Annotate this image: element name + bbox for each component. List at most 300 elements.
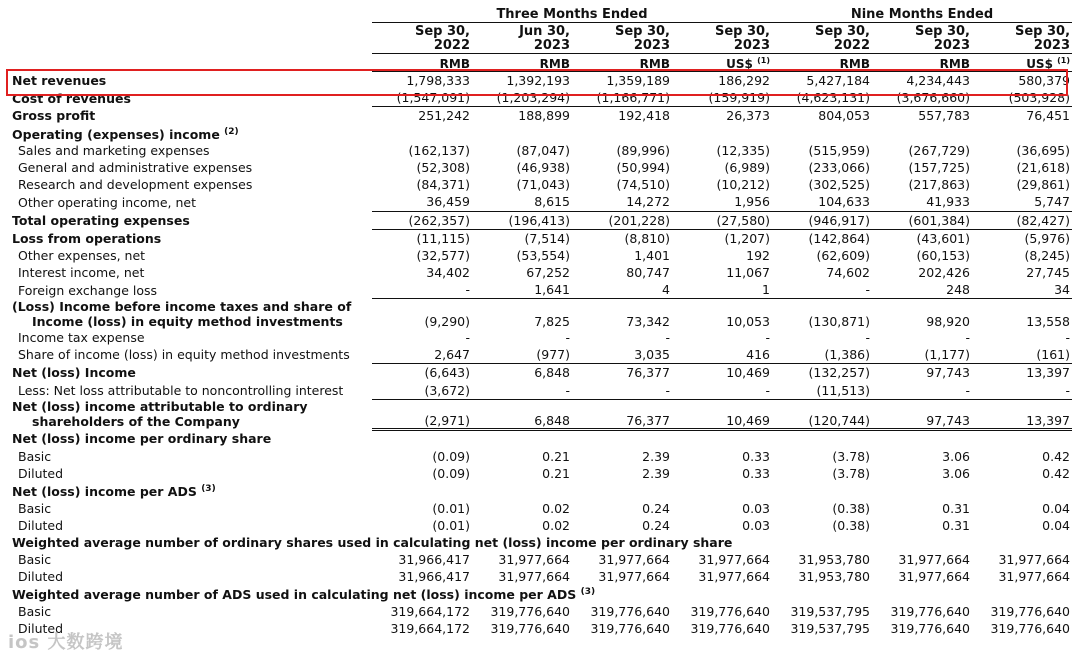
- value-cell: 1,401: [634, 247, 670, 263]
- row-label: [10, 429, 372, 448]
- table-row: [10, 534, 1072, 551]
- value-cell: 73,342: [626, 313, 670, 329]
- row-label-text: Other expenses, net: [18, 247, 146, 263]
- value-cell: (11,115): [416, 230, 470, 246]
- row-label-text: Cost of revenues: [12, 90, 131, 106]
- value-cell: 27,745: [1026, 265, 1071, 281]
- column-date-header: [872, 23, 972, 54]
- row-label: [10, 125, 372, 142]
- value-cell: (7,514): [524, 230, 570, 246]
- table-row: [10, 429, 1072, 448]
- row-label: [10, 159, 372, 176]
- value-cell: (0.38): [832, 500, 870, 516]
- column-currency-header: [572, 54, 672, 72]
- row-label-text: Gross profit: [12, 108, 96, 124]
- value-cell: [572, 482, 672, 499]
- row-label: [10, 299, 372, 329]
- row-label-text: Less: Net loss attributable to noncontrolling interest: [18, 382, 344, 398]
- value-cell: (32,577): [416, 247, 470, 263]
- value-cell: [572, 429, 672, 448]
- value-cell: 80,747: [626, 265, 670, 281]
- currency-label: RMB: [839, 57, 870, 71]
- table-row: [10, 382, 1072, 400]
- value-cell: (0.38): [832, 517, 870, 533]
- row-label-text: Interest income, net: [18, 265, 145, 281]
- row-label: [10, 448, 372, 465]
- table-row: [10, 346, 1072, 364]
- value-cell: (5,976): [1024, 230, 1071, 246]
- value-cell: 804,053: [818, 108, 870, 124]
- value-cell: (1,547,091): [372, 89, 472, 107]
- value-cell: (60,153): [916, 247, 970, 263]
- column-date-label: Jun 30,: [519, 24, 570, 39]
- value-cell: 31,977,664: [498, 552, 570, 568]
- column-year-label: 2023: [633, 38, 670, 53]
- column-currency-header: [872, 54, 972, 72]
- value-cell: [972, 429, 1072, 448]
- row-label: [10, 72, 372, 90]
- row-label-text: Basic: [18, 448, 52, 464]
- value-cell: 2.39: [642, 448, 670, 464]
- value-cell: 7,825: [534, 313, 570, 329]
- column-currency-header: [472, 54, 572, 72]
- value-cell: 13,558: [1026, 313, 1071, 329]
- value-cell: 3.06: [942, 448, 970, 464]
- value-cell: 0.03: [742, 517, 770, 533]
- column-date-header: [972, 23, 1072, 54]
- value-cell: 319,776,640: [890, 620, 970, 636]
- column-date-header: [372, 23, 472, 54]
- value-cell: (3,676,660): [872, 89, 972, 107]
- currency-label: RMB: [539, 57, 570, 71]
- value-cell: 97,743: [926, 365, 970, 381]
- column-year-label: 2023: [933, 38, 970, 53]
- value-cell: (9,290): [424, 313, 470, 329]
- value-cell: 0.21: [542, 466, 570, 482]
- value-cell: 0.33: [742, 448, 770, 464]
- value-cell: (87,047): [516, 142, 570, 158]
- row-label-text: Total operating expenses: [12, 212, 190, 228]
- value-cell: 76,377: [626, 365, 670, 381]
- row-label-text: (Loss) Income before income taxes and share of: [12, 298, 352, 314]
- value-cell: (27,580): [672, 211, 772, 229]
- value-cell: [672, 429, 772, 448]
- value-cell: 6,848: [534, 365, 570, 381]
- value-cell: 2.39: [642, 466, 670, 482]
- value-cell: (62,609): [816, 247, 870, 263]
- row-label-text: Operating (expenses) income: [12, 126, 220, 142]
- value-cell: [872, 125, 972, 142]
- row-label: [10, 382, 372, 400]
- value-cell: 36,459: [372, 193, 472, 211]
- value-cell: 31,977,664: [898, 552, 970, 568]
- value-cell: -: [765, 330, 770, 346]
- value-cell: (503,928): [972, 89, 1072, 107]
- value-cell: (132,257): [808, 365, 870, 381]
- table-row: [10, 482, 1072, 499]
- row-label: [10, 193, 372, 211]
- value-cell: 31,977,664: [598, 552, 670, 568]
- value-cell: (29,861): [1016, 177, 1071, 193]
- column-date-label: Sep 30,: [914, 24, 970, 39]
- value-cell: (233,066): [808, 160, 870, 176]
- value-cell: [872, 534, 972, 551]
- value-cell: (21,618): [1016, 160, 1071, 176]
- currency-label: US$: [1026, 57, 1053, 71]
- value-cell: (3.78): [832, 448, 870, 464]
- value-cell: (71,043): [516, 177, 570, 193]
- table-row: [10, 329, 1072, 346]
- table-row: [10, 551, 1072, 568]
- value-cell: [972, 585, 1072, 602]
- row-label: [10, 499, 372, 516]
- value-cell: (0.09): [432, 466, 470, 482]
- row-label: [10, 603, 372, 620]
- value-cell: (142,864): [808, 230, 870, 246]
- row-label-text: Research and development expenses: [18, 177, 253, 193]
- value-cell: (11,513): [772, 382, 872, 400]
- value-cell: (10,212): [716, 177, 770, 193]
- header-spacer: [10, 23, 372, 54]
- row-label: [10, 247, 372, 264]
- table-row: [10, 247, 1072, 264]
- value-cell: 319,776,640: [490, 603, 570, 619]
- value-cell: 319,664,172: [390, 603, 470, 619]
- value-cell: (52,308): [416, 160, 470, 176]
- table-row: [10, 229, 1072, 247]
- value-cell: 1: [672, 281, 772, 299]
- row-label: [10, 229, 372, 247]
- value-cell: 74,602: [826, 265, 870, 281]
- value-cell: [472, 482, 572, 499]
- value-cell: [372, 125, 472, 142]
- value-cell: 1,641: [472, 281, 572, 299]
- value-cell: 319,776,640: [890, 603, 970, 619]
- value-cell: (159,919): [672, 89, 772, 107]
- value-cell: 319,776,640: [590, 620, 670, 636]
- value-cell: 31,977,664: [698, 569, 770, 585]
- table-row: [10, 620, 1072, 637]
- value-cell: -: [472, 382, 572, 400]
- value-cell: -: [372, 281, 472, 299]
- value-cell: [372, 429, 472, 448]
- value-cell: (196,413): [472, 211, 572, 229]
- value-cell: 14,272: [572, 193, 672, 211]
- value-cell: (0.01): [432, 517, 470, 533]
- row-label-text-continued: Income (loss) in equity method investments: [32, 313, 343, 329]
- value-cell: 76,451: [1026, 108, 1071, 124]
- value-cell: 0.31: [942, 500, 970, 516]
- table-row: [10, 159, 1072, 176]
- value-cell: 13,397: [1026, 365, 1071, 381]
- value-cell: 416: [672, 346, 772, 364]
- column-year-label: 2023: [533, 38, 570, 53]
- value-cell: 97,743: [872, 399, 972, 429]
- value-cell: 104,633: [772, 193, 872, 211]
- value-cell: (217,863): [908, 177, 970, 193]
- table-row: [10, 517, 1072, 534]
- value-cell: 186,292: [718, 73, 770, 89]
- column-year-label: 2022: [433, 38, 470, 53]
- table-row: [10, 107, 1072, 125]
- row-label: [10, 264, 372, 281]
- value-cell: (0.09): [432, 448, 470, 464]
- column-date-label: Sep 30,: [1014, 24, 1071, 39]
- footnote-marker: (1): [757, 56, 770, 65]
- table-row: [10, 603, 1072, 620]
- table-row: [10, 281, 1072, 299]
- row-label-text: Diluted: [18, 569, 64, 585]
- row-label-text: Other operating income, net: [18, 194, 196, 210]
- column-currency-header: [972, 54, 1072, 72]
- value-cell: (53,554): [516, 247, 570, 263]
- value-cell: (6,643): [424, 365, 470, 381]
- value-cell: 192,418: [618, 108, 670, 124]
- value-cell: (161): [972, 346, 1072, 364]
- column-year-label: 2023: [1033, 38, 1071, 53]
- value-cell: 1,392,193: [506, 73, 570, 89]
- row-label-text: Sales and marketing expenses: [18, 142, 210, 158]
- column-currency-header: [672, 54, 772, 72]
- value-cell: 0.04: [1042, 517, 1071, 533]
- column-date-header: [572, 23, 672, 54]
- column-date-label: Sep 30,: [814, 24, 870, 39]
- table-row: [10, 364, 1072, 382]
- row-label-text: Basic: [18, 500, 52, 516]
- table-row: [10, 142, 1072, 159]
- row-label: [10, 142, 372, 159]
- value-cell: (12,335): [716, 142, 770, 158]
- footnote-marker: (3): [201, 484, 216, 495]
- value-cell: [672, 585, 772, 602]
- row-label: [10, 551, 372, 568]
- value-cell: 319,537,795: [790, 603, 870, 619]
- value-cell: 1,359,189: [606, 73, 670, 89]
- column-date-header: [672, 23, 772, 54]
- value-cell: 0.02: [542, 517, 570, 533]
- value-cell: 557,783: [918, 108, 970, 124]
- row-label-text: Diluted: [18, 620, 64, 636]
- value-cell: 4,234,443: [906, 73, 970, 89]
- row-label: [10, 465, 372, 482]
- value-cell: 31,953,780: [798, 569, 870, 585]
- value-cell: 188,899: [518, 108, 570, 124]
- value-cell: 0.24: [642, 517, 670, 533]
- value-cell: [872, 429, 972, 448]
- value-cell: -: [965, 330, 970, 346]
- value-cell: -: [972, 382, 1072, 400]
- currency-label: RMB: [639, 57, 670, 71]
- value-cell: -: [665, 330, 670, 346]
- value-cell: (120,744): [772, 399, 872, 429]
- row-label-text: Net (loss) income per ADS: [12, 484, 197, 500]
- value-cell: [772, 482, 872, 499]
- row-label: [10, 399, 372, 429]
- row-label-text: Basic: [18, 603, 52, 619]
- table-header: [10, 8, 1072, 72]
- value-cell: (8,245): [1024, 247, 1071, 263]
- value-cell: 26,373: [726, 108, 770, 124]
- value-cell: (3,672): [372, 382, 472, 400]
- value-cell: 319,776,640: [690, 620, 770, 636]
- value-cell: 0.42: [1042, 466, 1071, 482]
- row-label: [10, 346, 372, 364]
- value-cell: 31,977,664: [898, 569, 970, 585]
- value-cell: [472, 429, 572, 448]
- value-cell: 319,776,640: [990, 603, 1071, 619]
- value-cell: 8,615: [472, 193, 572, 211]
- value-cell: (977): [472, 346, 572, 364]
- value-cell: 319,776,640: [590, 603, 670, 619]
- value-cell: 319,537,795: [790, 620, 870, 636]
- row-label-text: Net (loss) Income: [12, 365, 136, 381]
- value-cell: 41,933: [872, 193, 972, 211]
- value-cell: (302,525): [808, 177, 870, 193]
- value-cell: 248: [872, 281, 972, 299]
- table-row: [10, 465, 1072, 482]
- value-cell: 31,977,664: [998, 569, 1071, 585]
- row-label: [10, 211, 372, 229]
- row-label: [10, 176, 372, 193]
- value-cell: (2,971): [372, 399, 472, 429]
- value-cell: [572, 125, 672, 142]
- column-date-header: [472, 23, 572, 54]
- value-cell: 31,977,664: [598, 569, 670, 585]
- header-spacer: [10, 8, 372, 23]
- table-row: [10, 72, 1072, 90]
- value-cell: 31,977,664: [498, 569, 570, 585]
- value-cell: -: [872, 382, 972, 400]
- value-cell: [772, 534, 872, 551]
- value-cell: (46,938): [516, 160, 570, 176]
- value-cell: 31,966,417: [398, 569, 470, 585]
- value-cell: (82,427): [972, 211, 1072, 229]
- value-cell: (8,810): [624, 230, 670, 246]
- value-cell: -: [1065, 330, 1071, 346]
- value-cell: 0.24: [642, 500, 670, 516]
- value-cell: 31,953,780: [798, 552, 870, 568]
- table-row: [10, 568, 1072, 585]
- value-cell: 10,469: [672, 399, 772, 429]
- value-cell: 0.33: [742, 466, 770, 482]
- value-cell: -: [672, 382, 772, 400]
- row-label-text: Weighted average number of ADS used in calculating net (loss) income per ADS: [12, 587, 577, 603]
- value-cell: (1,386): [772, 346, 872, 364]
- value-cell: 192: [746, 247, 770, 263]
- value-cell: 67,252: [526, 265, 570, 281]
- row-label: [10, 364, 372, 382]
- column-currency-header: [772, 54, 872, 72]
- value-cell: (43,601): [916, 230, 970, 246]
- three-months-header: Three Months Ended: [372, 8, 772, 23]
- row-label-text: Income tax expense: [18, 330, 145, 346]
- value-cell: -: [772, 281, 872, 299]
- value-cell: 319,776,640: [690, 603, 770, 619]
- value-cell: 76,377: [572, 399, 672, 429]
- column-date-label: Sep 30,: [714, 24, 770, 39]
- value-cell: (1,203,294): [472, 89, 572, 107]
- value-cell: 13,397: [972, 399, 1072, 429]
- value-cell: 31,977,664: [698, 552, 770, 568]
- value-cell: 202,426: [918, 265, 970, 281]
- value-cell: -: [865, 330, 870, 346]
- header-spacer: [10, 54, 372, 72]
- row-label: [10, 89, 372, 107]
- value-cell: 31,966,417: [398, 552, 470, 568]
- value-cell: (89,996): [616, 142, 670, 158]
- value-cell: [472, 125, 572, 142]
- value-cell: 6,848: [472, 399, 572, 429]
- value-cell: (130,871): [808, 313, 870, 329]
- table-row: [10, 499, 1072, 516]
- value-cell: 10,469: [726, 365, 770, 381]
- value-cell: (3.78): [832, 466, 870, 482]
- value-cell: (36,695): [1016, 142, 1071, 158]
- column-date-header: [772, 23, 872, 54]
- value-cell: (1,166,771): [572, 89, 672, 107]
- nine-months-header: Nine Months Ended: [772, 8, 1072, 23]
- row-label: [10, 585, 596, 603]
- value-cell: 580,379: [1018, 73, 1071, 89]
- value-cell: (1,177): [872, 346, 972, 364]
- value-cell: (84,371): [416, 177, 470, 193]
- row-label-text: Net (loss) income per ordinary share: [12, 431, 272, 447]
- value-cell: 0.03: [742, 500, 770, 516]
- value-cell: 319,776,640: [490, 620, 570, 636]
- value-cell: 1,956: [672, 193, 772, 211]
- column-year-label: 2023: [733, 38, 770, 53]
- value-cell: 34,402: [426, 265, 470, 281]
- column-date-label: Sep 30,: [414, 24, 470, 39]
- value-cell: [772, 585, 872, 602]
- currency-label: RMB: [939, 57, 970, 71]
- value-cell: 10,053: [726, 313, 770, 329]
- table-row: [10, 399, 1072, 429]
- row-label-text: Diluted: [18, 517, 64, 533]
- row-label-text-continued: shareholders of the Company: [32, 414, 240, 430]
- table-row: [10, 176, 1072, 193]
- value-cell: 11,067: [726, 265, 770, 281]
- table-row: [10, 264, 1072, 281]
- value-cell: [872, 585, 972, 602]
- value-cell: 319,776,640: [990, 620, 1071, 636]
- row-label-text: General and administrative expenses: [18, 160, 253, 176]
- value-cell: [972, 482, 1072, 499]
- value-cell: -: [565, 330, 570, 346]
- value-cell: [772, 429, 872, 448]
- value-cell: (267,729): [908, 142, 970, 158]
- table-body: [10, 72, 1072, 637]
- table-row: [10, 448, 1072, 465]
- row-label-text: Net revenues: [12, 72, 107, 88]
- row-label-text: Diluted: [18, 466, 64, 482]
- row-label: [10, 281, 372, 299]
- row-label: [10, 107, 372, 125]
- value-cell: [972, 125, 1072, 142]
- row-label: [10, 534, 733, 551]
- value-cell: [672, 482, 772, 499]
- row-label-text: Weighted average number of ordinary shares used in calculating net (loss) income per ordinary share: [12, 534, 733, 550]
- value-cell: [672, 125, 772, 142]
- value-cell: 3,035: [572, 346, 672, 364]
- value-cell: (262,357): [372, 211, 472, 229]
- value-cell: 0.04: [1042, 500, 1071, 516]
- value-cell: (50,994): [616, 160, 670, 176]
- value-cell: [872, 482, 972, 499]
- value-cell: (162,137): [408, 142, 470, 158]
- row-label: [10, 329, 372, 346]
- value-cell: (201,228): [572, 211, 672, 229]
